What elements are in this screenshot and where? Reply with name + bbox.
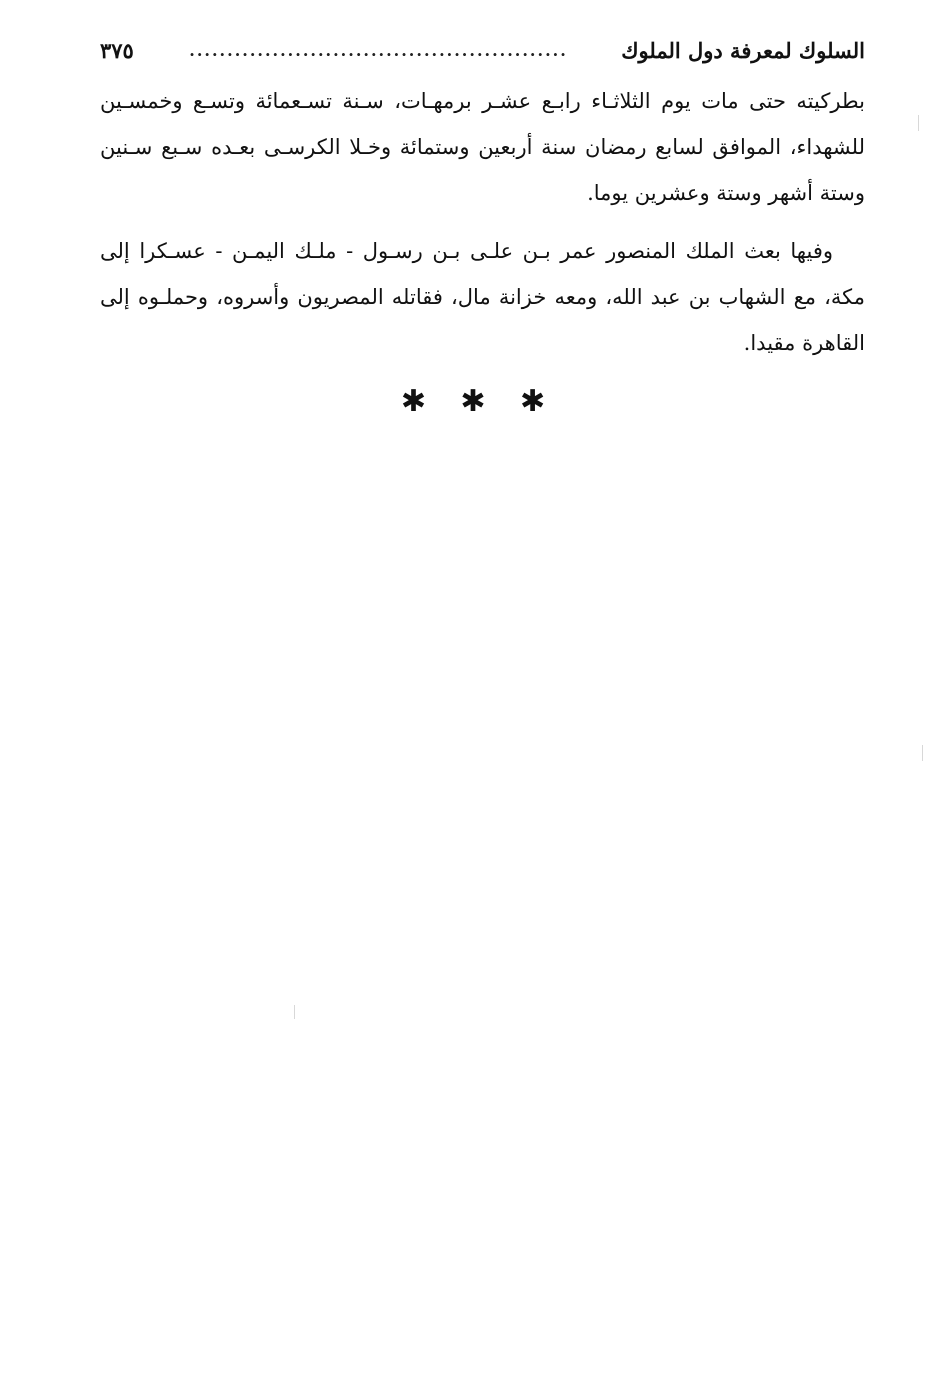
book-title: السلوك لمعرفة دول الملوك <box>621 37 865 63</box>
scan-speck <box>294 1005 295 1019</box>
text-line: للشهداء، الموافق لسابع رمضان سنة أربعين وستمائة وخـلا الكرسـى بعـده سـبع سـنين <box>100 135 865 159</box>
leader-dots: .................................................. <box>189 40 568 60</box>
scan-speck <box>918 115 919 131</box>
text-line: مكة، مع الشهاب بن عبد الله، ومعه خزانة مال، فقاتله المصريون وأسروه، وحملـوه إلى <box>100 285 865 309</box>
text-line: وفيها بعث الملك المنصور عمر بـن علـى بـن رسـول - ملـك اليمـن - عسـكرا إلى <box>100 239 833 263</box>
asterisk-icon: ✱ <box>520 384 546 419</box>
text-line: القاهرة مقيدا. <box>743 331 865 355</box>
page-number: ٣٧٥ <box>100 37 134 63</box>
running-header <box>100 30 865 70</box>
text-line: بطركيته حتى مات يوم الثلاثـاء رابـع عشـر برمهـات، سـنة تسـعمائة وتسـع وخمسـين <box>100 89 865 113</box>
paragraph-1 <box>100 78 865 216</box>
text-line: وستة أشهر وستة وعشرين يوما. <box>587 181 865 205</box>
scan-speck <box>922 745 923 761</box>
paragraph-2 <box>100 228 865 366</box>
asterisk-icon: ✱ <box>460 384 486 419</box>
section-separator <box>0 384 946 419</box>
asterisk-icon: ✱ <box>400 384 426 419</box>
